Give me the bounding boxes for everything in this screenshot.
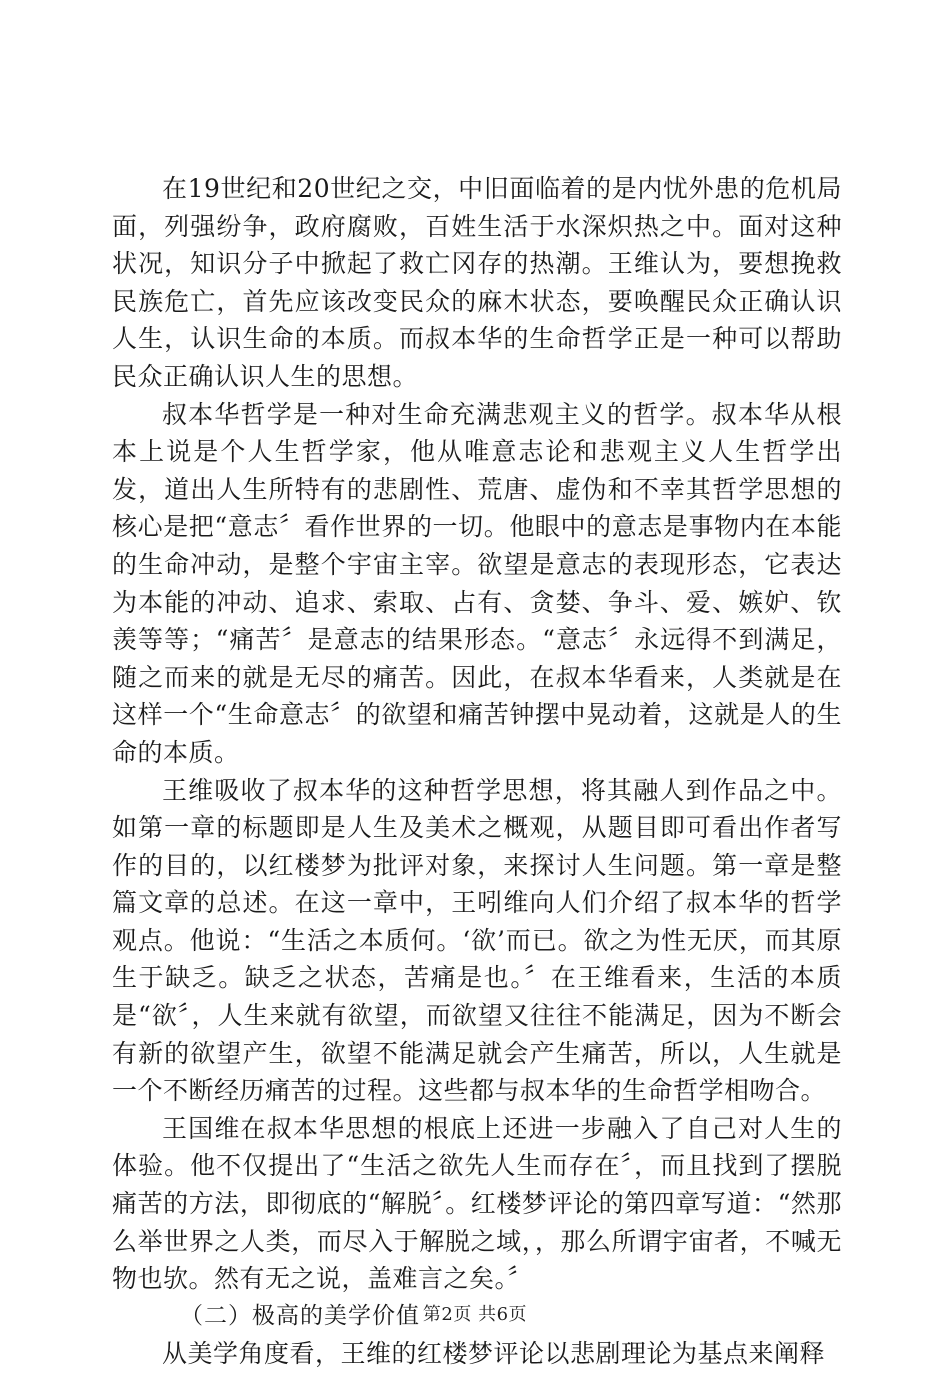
paragraph-1: 在19世纪和20世纪之交，中旧面临着的是内忧外患的危机局面，列强纷争，政府腐败，百姓生活于水深炽热之中。面对这种状况，知识分子中掀起了救亡冈存的热潮。王维认为，要想挽救民族危亡，首先应该改变民众的麻木状态，要唤醒民众正确认识人生，认识生命的本质。而叔本华的生命哲学正是一种可以帮助民众正确认识人生的思想。 [112,174,842,391]
section-subheading: （二）极高的美学价值 [180,1302,420,1329]
paragraph-2: 叔本华哲学是一种对生命充满悲观主义的哲学。叔本华从根本上说是个人生哲学家，他从唯意志论和悲观主义人生哲学出发，道出人生所特有的悲剧性、荒唐、虚伪和不幸其哲学思想的核心是把“意志〞看作世界的一切。他眼中的意志是事物内在本能的生命冲动，是整个宇宙主宰。欲望是意志的表现形态，它表达为本能的冲动、追求、索取、占有、贪婪、争斗、爱、嫉妒、钦羡等等；“痛苦〞是意志的结果形态。“意志〞永远得不到满足，随之而来的就是无尽的痛苦。因此，在叔本华看来，人类就是在这样一个“生命意志〞的欲望和痛苦钟摆中晃动着，这就是人的生命的本质。 [112,399,842,767]
document-body [112,170,842,1373]
paragraph-4: 王国维在叔本华思想的根底上还进一步融入了自己对人生的体验。他不仅提出了“生活之欲先人生而存在〞，而且找到了摆脱痛苦的方法，即彻底的“解脱〞。红楼梦评论的第四章写道：“然那么举世界之人类，而尽入于解脱之域，，那么所谓宇宙者，不喊无物也欤。然有无之说，盖难言之矣。〞 [112,1113,842,1294]
paragraph-5: 从美学角度看，王维的红楼梦评论以悲剧理论为基点来阐释 [162,1339,826,1369]
page-number-footer: 第2页 共6页 [422,1304,528,1325]
paragraph-3: 王维吸收了叔本华的这种哲学思想，将其融人到作品之中。如第一章的标题即是人生及美术之概观，从题目即可看出作者写作的目的，以红楼梦为批评对象，来探讨人生问题。第一章是整篇文章的总述。在这一章中，王吲维向人们介绍了叔本华的哲学观点。他说：“生活之本质何。‘欲’而已。欲之为性无厌，而其原生于缺乏。缺乏之状态，苦痛是也。〞在王维看来，生活的本质是“欲〞，人生来就有欲望，而欲望又往往不能满足，因为不断会有新的欲望产生，欲望不能满足就会产生痛苦，所以，人生就是一个不断经历痛苦的过程。这些都与叔本华的生命哲学相吻合。 [112,775,842,1106]
